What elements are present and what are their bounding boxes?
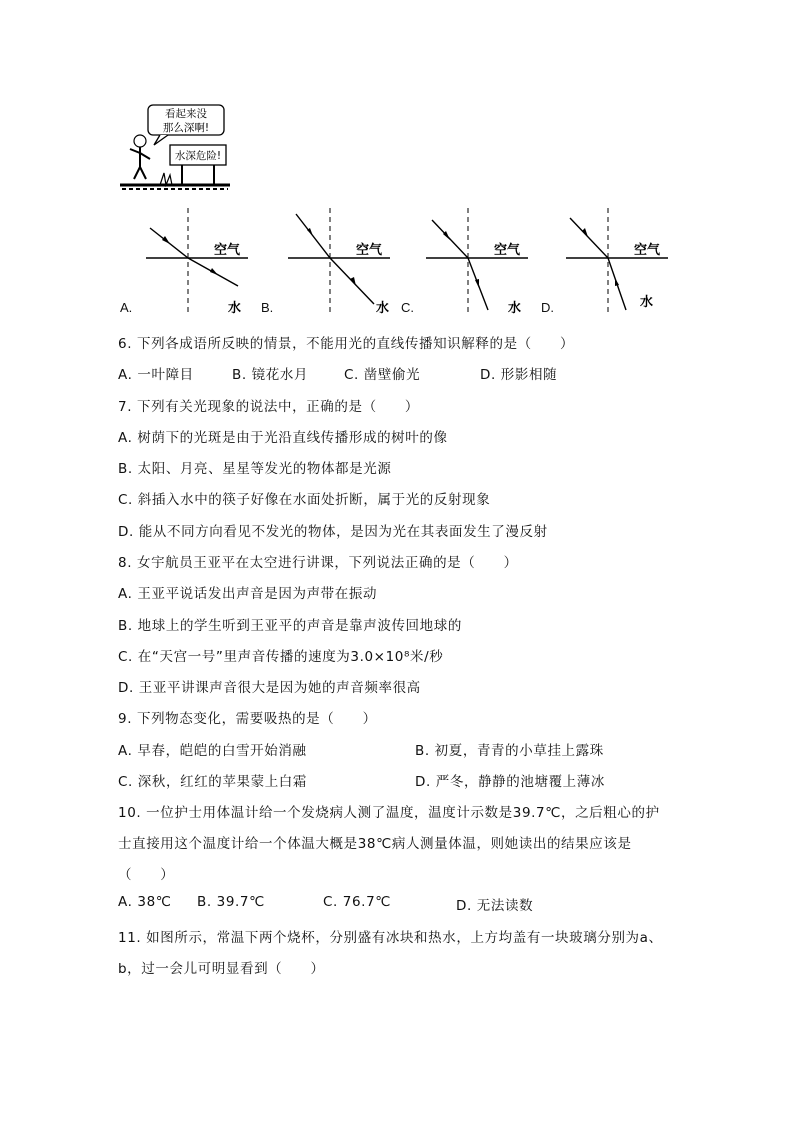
air-label: 空气 bbox=[214, 243, 241, 258]
q7-option-b: B. 太阳、月亮、星星等发光的物体都是光源 bbox=[118, 461, 392, 477]
question-8-stem: 8. 女宇航员王亚平在太空进行讲课，下列说法正确的是（ ） bbox=[118, 555, 518, 571]
q9-option-b: B. 初夏，青青的小草挂上露珠 bbox=[415, 743, 604, 759]
q8-option-c: C. 在“天宫一号”里声音传播的速度为3.0×10⁸米/秒 bbox=[118, 649, 444, 665]
question-10-stem-line-1: 10. 一位护士用体温计给一个发烧病人测了温度，温度计示数是39.7℃，之后粗心的护 bbox=[118, 805, 660, 821]
q7-option-d: D. 能从不同方向看见不发光的物体，是因为光在其表面发生了漫反射 bbox=[118, 524, 548, 540]
q9-option-d: D. 严冬，静静的池塘覆上薄冰 bbox=[415, 774, 605, 790]
q9-option-c: C. 深秋，红红的苹果蒙上白霜 bbox=[118, 774, 308, 790]
q6-option-b: B. 镜花水月 bbox=[232, 367, 309, 383]
water-label: 水 bbox=[228, 301, 242, 316]
question-11-stem-line-1: 11. 如图所示，常温下两个烧杯，分别盛有冰块和热水，上方均盖有一块玻璃分别为a、 bbox=[118, 930, 663, 946]
diagram-option-b: B. bbox=[261, 300, 274, 315]
question-7-stem: 7. 下列有关光现象的说法中，正确的是（ ） bbox=[118, 399, 419, 415]
water-label: 水 bbox=[508, 301, 522, 316]
q10-option-d: D. 无法读数 bbox=[456, 898, 534, 914]
bubble-line-1: 看起来没 bbox=[165, 108, 207, 120]
diagram-a bbox=[140, 206, 258, 318]
q6-option-d: D. 形影相随 bbox=[480, 367, 558, 383]
diagram-b bbox=[282, 206, 400, 318]
q7-option-c: C. 斜插入水中的筷子好像在水面处折断，属于光的反射现象 bbox=[118, 492, 491, 508]
q6-option-a: A. 一叶障目 bbox=[118, 367, 194, 383]
q10-option-a: A. 38℃ bbox=[118, 894, 172, 910]
question-10-stem-line-2: 士直接用这个温度计给一个体温大概是38℃病人测量体温，则她读出的结果应该是 bbox=[118, 836, 632, 852]
diagram-option-c: C. bbox=[401, 300, 414, 315]
q7-option-a: A. 树荫下的光斑是由于光沿直线传播形成的树叶的像 bbox=[118, 430, 448, 446]
diagram-c bbox=[420, 206, 538, 318]
q8-option-d: D. 王亚平讲课声音很大是因为她的声音频率很高 bbox=[118, 680, 421, 696]
q9-option-a: A. 早春，皑皑的白雪开始消融 bbox=[118, 743, 307, 759]
air-label: 空气 bbox=[634, 243, 661, 258]
q10-option-c: C. 76.7℃ bbox=[323, 894, 392, 910]
diagram-option-d: D. bbox=[541, 300, 554, 315]
sign-text: 水深危险! bbox=[174, 150, 222, 162]
question-9-stem: 9. 下列物态变化，需要吸热的是（ ） bbox=[118, 711, 377, 727]
diagram-d bbox=[560, 206, 678, 318]
air-label: 空气 bbox=[356, 243, 383, 258]
bubble-line-2: 那么深啊! bbox=[162, 122, 210, 134]
diagram-option-a: A. bbox=[120, 300, 133, 315]
question-11-stem-line-2: b，过一会儿可明显看到（ ） bbox=[118, 961, 325, 977]
q8-option-b: B. 地球上的学生听到王亚平的声音是靠声波传回地球的 bbox=[118, 618, 462, 634]
question-10-stem-line-3: （ ） bbox=[118, 867, 175, 883]
q6-option-c: C. 凿壁偷光 bbox=[344, 367, 421, 383]
q10-option-b: B. 39.7℃ bbox=[197, 894, 265, 910]
air-label: 空气 bbox=[494, 243, 521, 258]
question-6-stem: 6. 下列各成语所反映的情景，不能用光的直线传播知识解释的是（ ） bbox=[118, 336, 575, 352]
q8-option-a: A. 王亚平说话发出声音是因为声带在振动 bbox=[118, 586, 378, 602]
water-label: 水 bbox=[376, 301, 390, 316]
cartoon-illustration bbox=[120, 103, 230, 193]
water-label: 水 bbox=[640, 295, 654, 310]
